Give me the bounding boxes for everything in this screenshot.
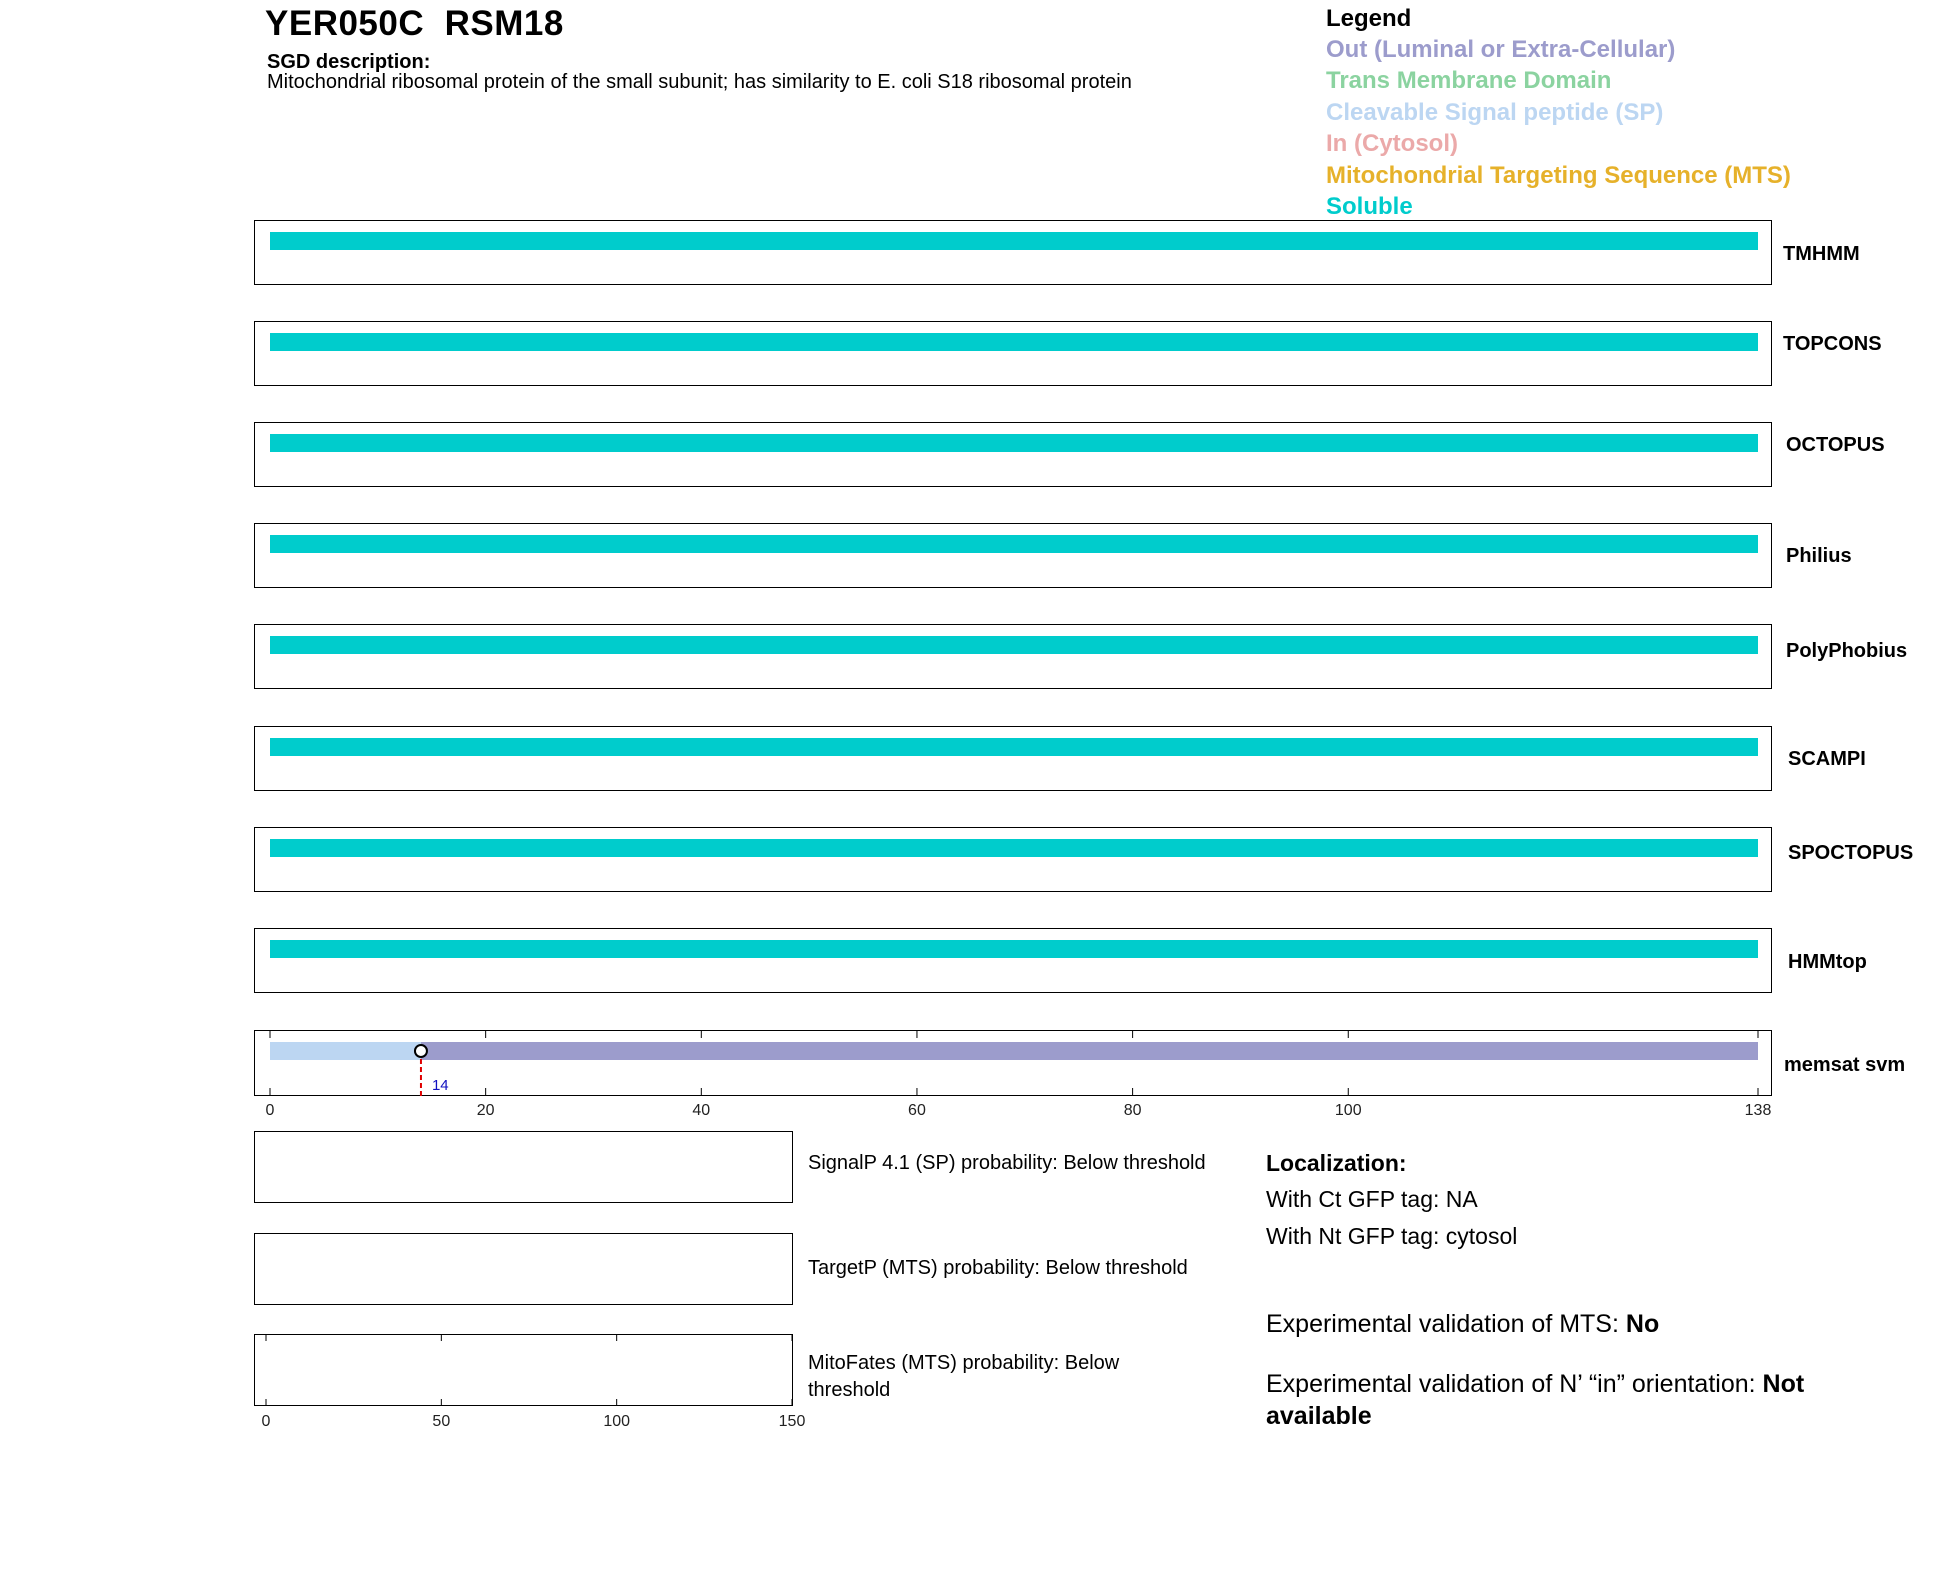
track-label-topcons: TOPCONS — [1783, 333, 1882, 355]
localization-nt-gfp: With Nt GFP tag: cytosol — [1266, 1223, 1518, 1249]
sgd-description-text: Mitochondrial ribosomal protein of the small subunit; has similarity to E. coli S18 ribosomal protein — [267, 71, 1132, 93]
mts-validation-value: No — [1625, 1310, 1660, 1338]
targetp-probability-text: TargetP (MTS) probability: Below threshold — [808, 1257, 1188, 1279]
track-label-scampi: SCAMPI — [1788, 748, 1866, 770]
legend-title: Legend — [1326, 5, 1412, 32]
track-label-octopus: OCTOPUS — [1786, 434, 1885, 456]
tick-label-60: 60 — [908, 1102, 926, 1119]
prob-tick-label-150: 150 — [778, 1413, 806, 1430]
segment-memsat-svm-1 — [421, 1042, 1758, 1060]
tick-label-138: 138 — [1744, 1102, 1772, 1119]
localization-ct-gfp: With Ct GFP tag: NA — [1266, 1186, 1478, 1212]
marker-label-memsat-svm: 14 — [431, 1077, 449, 1094]
prob-tick-label-100: 100 — [603, 1413, 631, 1430]
legend-item-mts: Mitochondrial Targeting Sequence (MTS) — [1326, 162, 1791, 189]
sgd-description-label: SGD description: — [267, 51, 431, 73]
tick-label-80: 80 — [1123, 1102, 1142, 1119]
tick-label-100: 100 — [1334, 1102, 1362, 1119]
track-label-tmhmm: TMHMM — [1783, 243, 1860, 265]
prob-tick-label-50: 50 — [432, 1413, 451, 1430]
track-label-spoctopus: SPOCTOPUS — [1788, 842, 1914, 864]
track-label-hmmtop: HMMtop — [1788, 951, 1867, 973]
tick-label-20: 20 — [476, 1102, 495, 1119]
segment-octopus-0 — [270, 434, 1758, 452]
segment-hmmtop-0 — [270, 940, 1758, 958]
tick-label-0: 0 — [265, 1102, 275, 1119]
legend-item-signal-peptide: Cleavable Signal peptide (SP) — [1326, 99, 1664, 126]
mitofates-probability-text: MitoFates (MTS) probability: Below threshold — [808, 1352, 1120, 1401]
track-label-philius: Philius — [1786, 545, 1852, 567]
localization-title: Localization: — [1266, 1150, 1407, 1176]
segment-tmhmm-0 — [270, 232, 1758, 250]
segment-polyphobius-0 — [270, 636, 1758, 654]
page-title: YER050C RSM18 — [265, 4, 564, 43]
track-label-memsat-svm: memsat svm — [1784, 1054, 1906, 1076]
legend-item-out: Out (Luminal or Extra-Cellular) — [1326, 36, 1676, 63]
n-in-validation-value: Not available — [1266, 1370, 1805, 1430]
segment-topcons-0 — [270, 333, 1758, 351]
mts-validation-label: Experimental validation of MTS: — [1266, 1310, 1626, 1338]
legend-item-tm-domain: Trans Membrane Domain — [1326, 67, 1612, 94]
marker-circle-memsat-svm — [415, 1045, 427, 1057]
track-label-polyphobius: PolyPhobius — [1786, 640, 1908, 662]
n-in-validation-label: Experimental validation of N’ “in” orientation: — [1266, 1370, 1763, 1398]
tick-label-40: 40 — [692, 1102, 711, 1119]
legend-item-soluble: Soluble — [1326, 193, 1413, 220]
segment-philius-0 — [270, 535, 1758, 553]
segment-scampi-0 — [270, 738, 1758, 756]
signalp-probability-text: SignalP 4.1 (SP) probability: Below threshold — [808, 1152, 1206, 1174]
prob-tick-label-0: 0 — [261, 1413, 271, 1430]
segment-spoctopus-0 — [270, 839, 1758, 857]
legend-item-in-cytosol: In (Cytosol) — [1326, 130, 1458, 157]
segment-memsat-svm-0 — [270, 1042, 421, 1060]
